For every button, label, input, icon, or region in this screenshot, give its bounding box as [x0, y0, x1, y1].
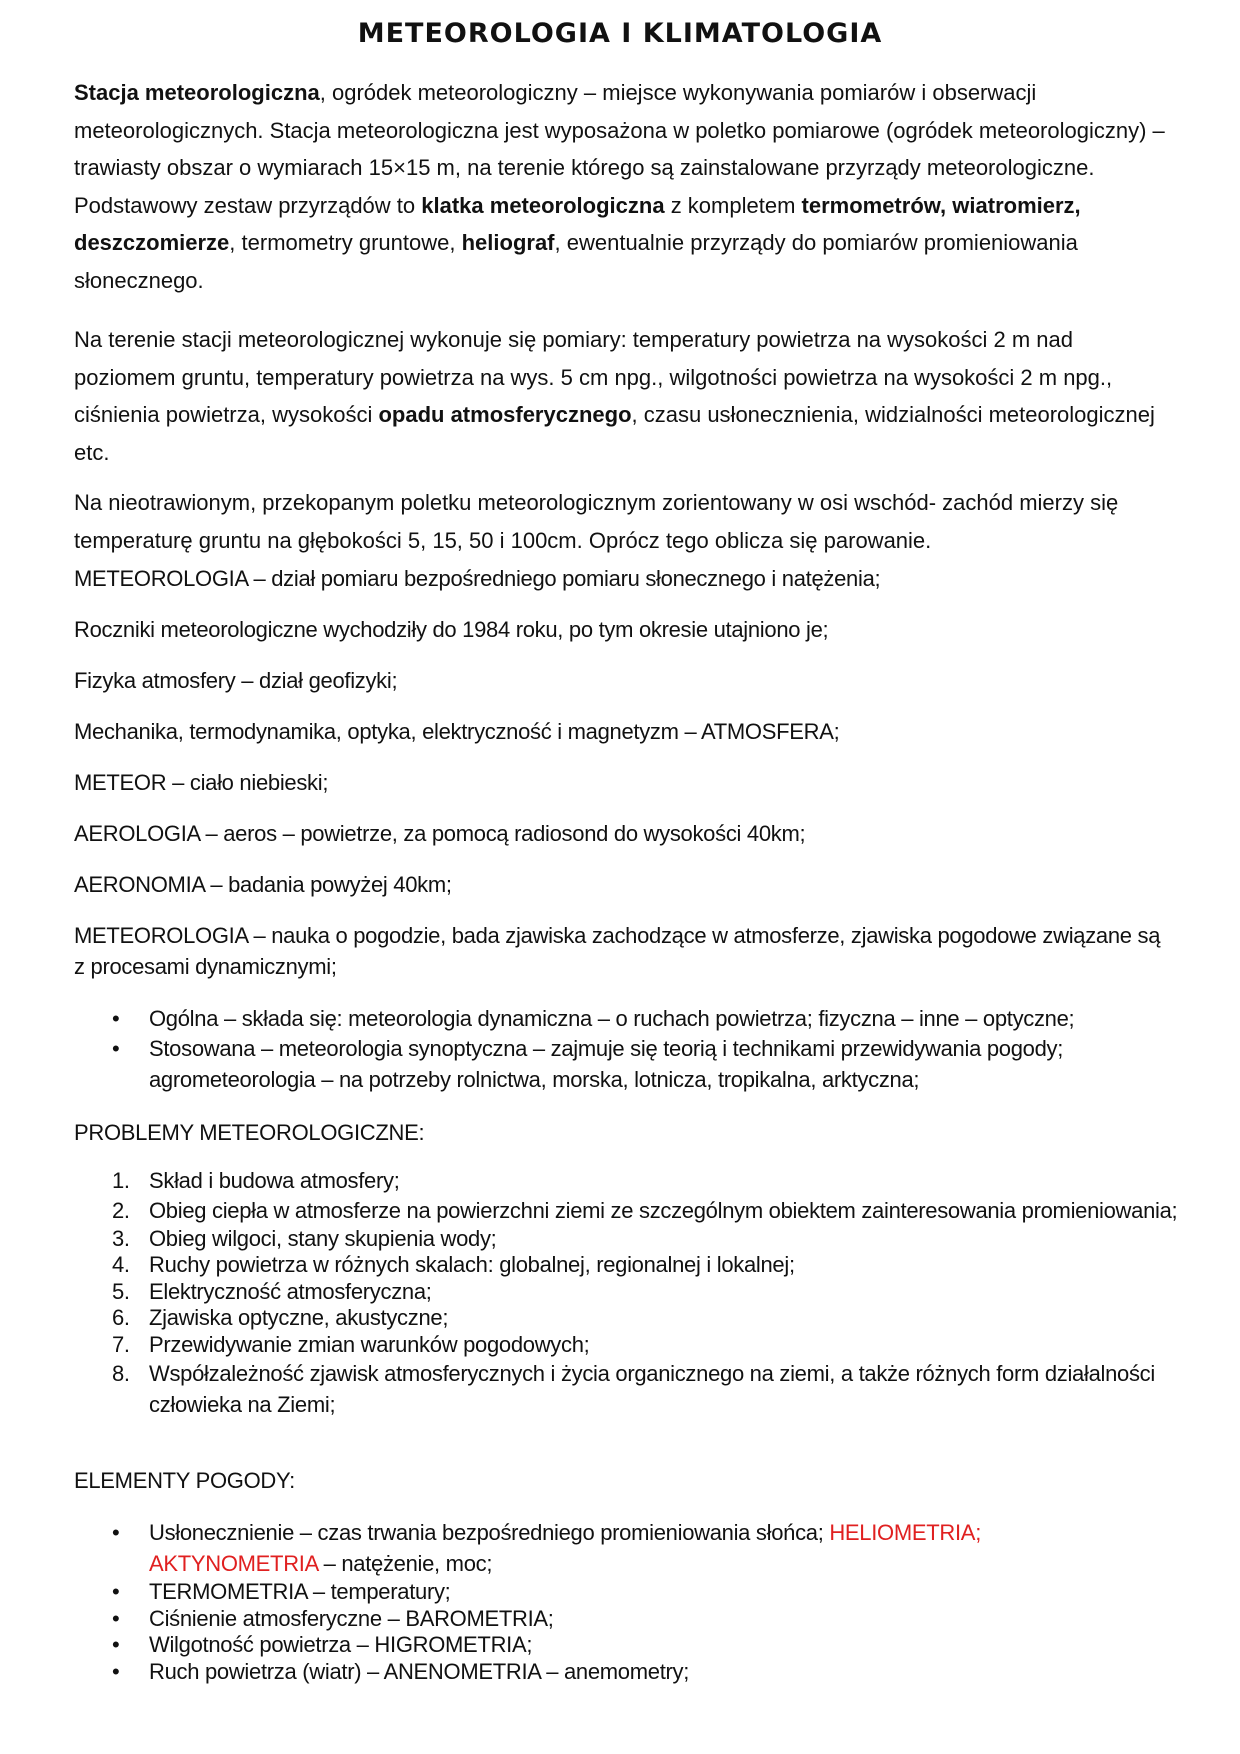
- list-item: 1. Skład i budowa atmosfery;: [112, 1168, 400, 1193]
- list-item: • Ruch powietrza (wiatr) – ANENOMETRIA – anemometry;: [112, 1658, 690, 1684]
- problems-heading: PROBLEMY METEOROLOGICZNE:: [74, 1120, 425, 1145]
- bold-term: heliograf: [461, 230, 555, 255]
- text-run: , czasu usłonecznienia, widzialności meteorologicznej etc.: [74, 402, 1155, 465]
- paragraph-mechanics: Mechanika, termodynamika, optyka, elektryczność i magnetyzm – ATMOSFERA;: [74, 719, 840, 744]
- list-item: • TERMOMETRIA – temperatury;: [112, 1579, 451, 1604]
- paragraph-meteorologia-science: METEOROLOGIA – nauka o pogodzie, bada zjawiska zachodzące w atmosferze, zjawiska pogodowe związane są z procesami dynamicznymi;: [74, 923, 1161, 979]
- list-item: 2. Obieg ciepła w atmosferze na powierzchni ziemi ze szczególnym obiektem zainteresowania promieniowania;: [112, 1197, 1178, 1223]
- paragraph-aerologia: AEROLOGIA – aeros – powietrze, za pomocą radiosond do wysokości 40km;: [74, 821, 806, 846]
- weather-elements-list: [104, 1517, 1184, 1685]
- document-title: METEOROLOGIA I KLIMATOLOGIA: [357, 18, 883, 49]
- paragraph-meteor: METEOR – ciało niebieski;: [74, 770, 329, 795]
- list-item: 6. Zjawiska optyczne, akustyczne;: [112, 1305, 449, 1330]
- list-item: • Wilgotność powietrza – HIGROMETRIA;: [112, 1632, 533, 1657]
- bullet-icon: •: [112, 1035, 120, 1061]
- bold-term: opadu atmosferycznego: [378, 402, 632, 427]
- paragraph-meteorologia-definition: METEOROLOGIA – dział pomiaru bezpośredniego pomiaru słonecznego i natężenia;: [74, 566, 881, 591]
- list-item: 7. Przewidywanie zmian warunków pogodowych;: [112, 1331, 590, 1357]
- problems-list: [104, 1168, 1184, 1420]
- meteorology-types-list: [104, 1006, 1184, 1095]
- text-run: Na terenie stacji meteorologicznej wykonuje się pomiary: temperatury powietrza na wysokości 2 m nad poziomem gruntu, temperatury powietrza na wys. 5 cm npg., wilgotności powietrza na wysokości 2 m npg., ciśnienia powietrza, wysokości: [74, 327, 1113, 427]
- list-item: 4. Ruchy powietrza w różnych skalach: globalnej, regionalnej i lokalnej;: [112, 1252, 795, 1277]
- list-item: 3. Obieg wilgoci, stany skupienia wody;: [112, 1225, 497, 1251]
- bullet-icon: •: [112, 1605, 120, 1631]
- paragraph-measurements: [74, 321, 1174, 471]
- elements-heading: ELEMENTY POGODY:: [74, 1468, 295, 1493]
- bold-term: klatka meteorologiczna: [421, 192, 665, 218]
- paragraph-weather-station: [74, 74, 1174, 299]
- paragraph-soil-temperature: Na nieotrawionym, przekopanym poletku meteorologicznym zorientowany w osi wschód- zachód mierzy się temperaturę gruntu na głębokości 5, 15, 50 i 100cm. Oprócz tego oblicza się parowanie.: [74, 490, 1119, 553]
- bullet-icon: •: [112, 1579, 120, 1604]
- aktynometria-term: AKTYNOMETRIA: [149, 1551, 318, 1576]
- paragraph-aeronomia: AERONOMIA – badania powyżej 40km;: [74, 872, 452, 897]
- paragraph-atmospheric-physics: Fizyka atmosfery – dział geofizyki;: [74, 668, 398, 693]
- bullet-icon: •: [112, 1632, 120, 1657]
- bullet-icon: •: [112, 1520, 120, 1545]
- list-item: • Stosowana – meteorologia synoptyczna – zajmuje się teorią i technikami przewidywania pogody; agrometeorologia – na potrzeby rolnictwa, morska, lotnicza, tropikalna, arktyczna;: [104, 1033, 1184, 1095]
- bullet-icon: •: [112, 1006, 120, 1031]
- bold-term: termometrów, wiatromierz, deszczomierze: [74, 192, 1081, 255]
- text-run: , ewentualnie przyrządy do pomiarów promieniowania słonecznego.: [74, 230, 1078, 293]
- bold-term: Stacja meteorologiczna: [74, 80, 320, 105]
- list-item: • Ciśnienie atmosferyczne – BAROMETRIA;: [112, 1605, 554, 1631]
- heliometria-term: HELIOMETRIA: [829, 1520, 976, 1545]
- paragraph-yearbooks: Roczniki meteorologiczne wychodziły do 1984 roku, po tym okresie utajniono je;: [74, 617, 829, 642]
- list-item: • Ogólna – składa się: meteorologia dynamiczna – o ruchach powietrza; fizyczna – inne – optyczne;: [112, 1006, 1075, 1031]
- list-item: 5. Elektryczność atmosferyczna;: [112, 1278, 432, 1304]
- list-item: 8. Współzależność zjawisk atmosferycznych i życia organicznego na ziemi, a także różnych form działalności człowieka na Ziemi;: [112, 1361, 1155, 1417]
- list-item: • Usłonecznienie – czas trwania bezpośredniego promieniowania słońca; HELIOMETRIA; AKTYNOMETRIA – natężenie, moc;: [104, 1517, 1184, 1579]
- text-run: , termometry gruntowe,: [229, 230, 462, 255]
- text-run: z kompletem: [664, 192, 802, 218]
- text-run: , ogródek meteorologiczny – miejsce wykonywania pomiarów i obserwacji meteorologicznych. Stacja meteorologiczna jest wyposażona w poletko pomiarowe (ogródek meteorologiczny) – trawiasty obszar o wymiarach 15×15 m, na terenie którego są zainstalowane przyrządy meteorologiczne. Podstawowy zestaw przyrządów to: [74, 80, 1165, 218]
- bullet-icon: •: [112, 1658, 120, 1684]
